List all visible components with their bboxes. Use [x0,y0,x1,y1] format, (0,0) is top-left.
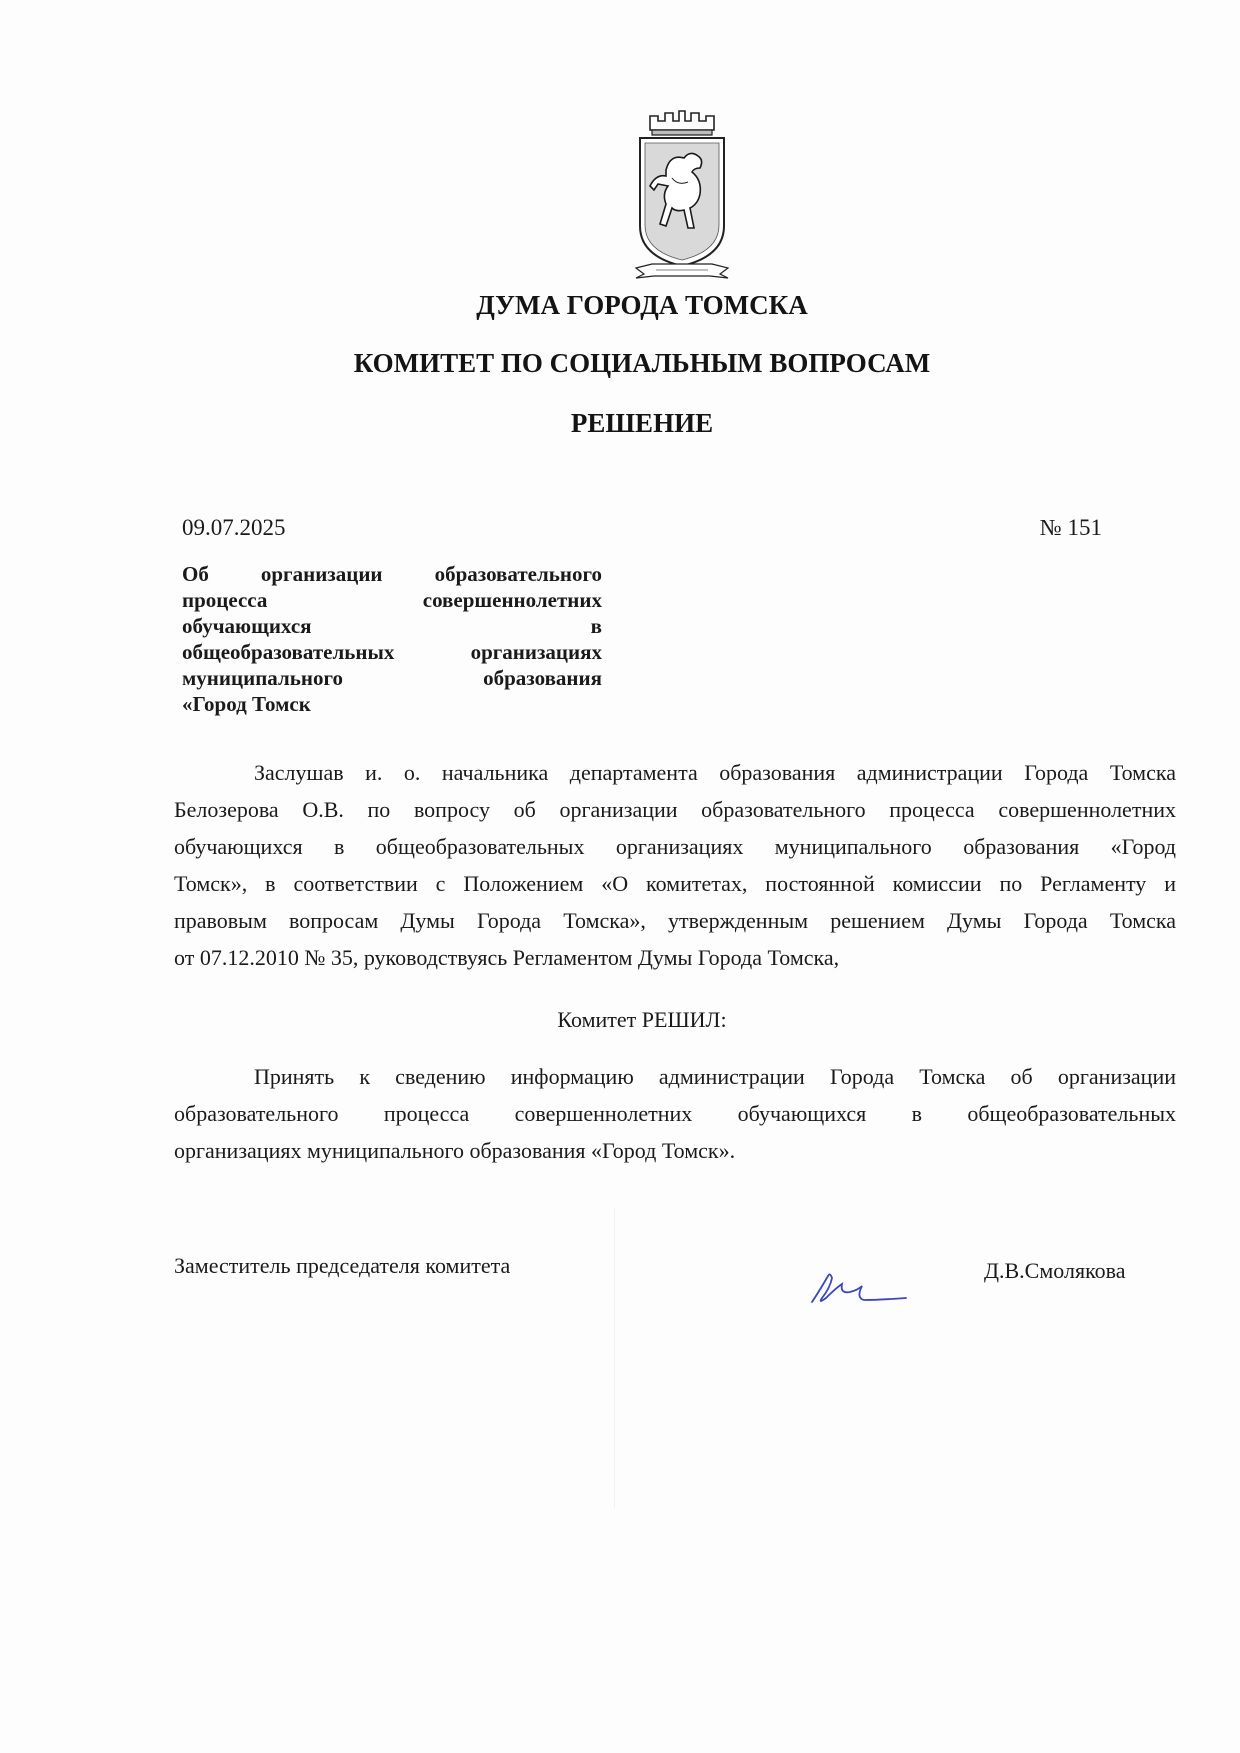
document-type-title: РЕШЕНИЕ [570,408,714,438]
signatory-name: Д.В.Смолякова [984,1258,1126,1283]
paragraph-line: Белозерова О.В. по вопросу об организации образовательного процесса совершеннолетних [174,797,1176,822]
handwritten-signature [806,1262,912,1310]
subject-line: Об организации образовательного [182,562,602,586]
paragraph-line: правовым вопросам Думы Города Томска», утвержденным решением Думы Города Томска [174,908,1176,933]
scan-artifact-line [614,1208,615,1508]
subject-line: обучающихся в [182,614,602,638]
subject-line: общеобразовательных организациях [182,640,602,664]
paragraph-line: организациях муниципального образования «Город Томск». [174,1138,736,1163]
paragraph-line: образовательного процесса совершеннолетних обучающихся в общеобразовательных [174,1101,1176,1126]
paragraph-line: от 07.12.2010 № 35, руководствуясь Регламентом Думы Города Томска, [174,945,840,970]
paragraph-line: обучающихся в общеобразовательных организациях муниципального образования «Город [174,834,1176,859]
paragraph-line: Заслушав и. о. начальника департамента образования администрации Города Томска [254,760,1176,785]
paragraph-line: Принять к сведению информацию администрации Города Томска об организации [254,1064,1176,1089]
organization-title: ДУМА ГОРОДА ТОМСКА [476,290,808,320]
coat-of-arms-emblem [632,108,732,280]
subject-line: муниципального образования [182,666,602,690]
document-number: № 151 [1039,515,1102,540]
subject-line: «Город Томск [182,692,311,716]
document-subject [182,561,602,717]
preamble-paragraph [174,754,1176,976]
document-date: 09.07.2025 [182,515,286,540]
paragraph-line: Томск», в соответствии с Положением «О комитетах, постоянной комиссии по Регламенту и [174,871,1176,896]
subject-line: процесса совершеннолетних [182,588,602,612]
resolution-heading: Комитет РЕШИЛ: [557,1007,727,1032]
signatory-title: Заместитель председателя комитета [174,1253,511,1278]
decision-paragraph [174,1058,1176,1169]
committee-title: КОМИТЕТ ПО СОЦИАЛЬНЫМ ВОПРОСАМ [353,348,931,378]
